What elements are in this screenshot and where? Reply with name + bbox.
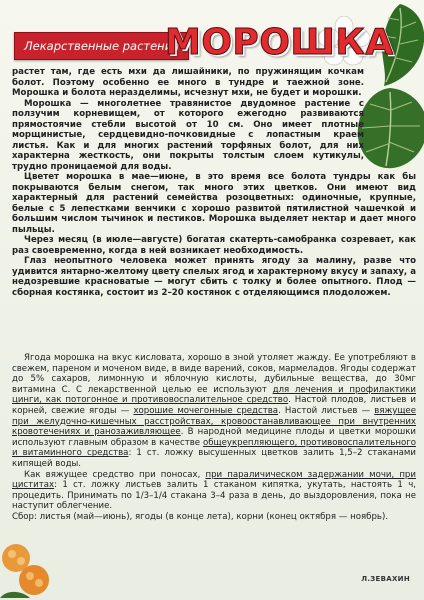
category-label: Лекарственные растения (14, 32, 189, 60)
underlined-text: при параличическом задержании мочи, при циститах (12, 469, 416, 491)
paragraph: растет там, где есть мхи да лишайники, по пружинящим кочкам болот. Поэтому особенно ее много в тундре и таежной зоне. Морошка и болота неразделимы, исчезнут мхи, не будет и морошки. (12, 67, 364, 98)
paragraph (12, 470, 416, 512)
text-run: : 1 ст. ложку листьев залить 1 стаканом кипятка, укутать, настоять 1 ч, процедить. Принимать по 1/3–1/4 стакана 3–4 раза в день, до выздоровления, пока не наступит облегчение. (12, 480, 416, 512)
paragraph: Цветет морошка в мае—июне, в это время все болота тундры как бы покрываются белым снегом, так много этих цветков. Они имеют вид характерный для растений семейства розоцветных: одиночные, крупные, белые с 5 лепестками венчики с хорошо развитой пятилистной чашечкой и большим числом тычинок и пестиков. Морошка выделяет нектар и дает много пыльцы. (12, 172, 416, 235)
paragraph: Через месяц (в июле—августе) богатая скатерть-самобранка созревает, как раз своевременно, когда в ней возникает необходимость. (12, 235, 416, 256)
underlined-text: для лечения и профилактики цинги, как потогонное и противовоспалительное средство (12, 384, 416, 406)
intro-column (12, 67, 364, 172)
underlined-text: общеукрепляющего, противовоспалительного и витаминного средства (12, 437, 416, 459)
article-intro (12, 67, 416, 298)
text-run: . Настой плодов, листьев и корней, свежие ягоды — (12, 395, 416, 416)
underlined-text: хорошие мочегонные средства (133, 405, 279, 416)
article-medicinal-use (12, 353, 416, 523)
text-run: . В народной медицине плоды и цветки морошки используют главным образом в качестве (12, 427, 416, 448)
text-run: Как вяжущее средство при поносах, (24, 469, 206, 480)
cloudberry-berries-icon (0, 532, 58, 600)
text-run: : 1 ст. ложку высушенных цветков залить 1,5–2 стаканами кипящей воды. (12, 448, 416, 469)
text-run: . Настой листьев — (278, 405, 375, 416)
underlined-text: вяжущее при желудочно-кишечных расстройствах, кровоостанавливающее при внутренних кровотечениях и ранозаживляющее (12, 405, 416, 438)
author-signature: Л.ЗЕВАХИН (361, 575, 410, 583)
text-run: мг витамина С. С лекарственной целью ее используют (12, 374, 416, 395)
text-run: Ягода морошка на вкус кисловата, хорошо в зной утоляет жажду. Ее употребляют в свежем, пареном и моченом виде, в виде варений, соков, мармеладов. Ягоды содержат до 5% сахаров, лимонную и яблочную кислоты, дубильные вещества, до 30 (12, 353, 416, 385)
collection-note: Сбор: листья (май—июнь), ягоды (в конце лета), корни (конец октября — ноябрь). (12, 511, 389, 522)
page-title: МОРОШКА (165, 22, 394, 63)
paragraph (12, 353, 416, 470)
paragraph: Глаз неопытного человека может принять ягоду за малину, разве что удивится янтарно-желтому цвету спелых ягод и характерному вкусу и запаху, а недозревшие красноватые — могут сбить с толку и более опытного. Плод — сборная костянка, состоит из 2–20 костянок с отделяющимся плодоложем. (12, 256, 416, 298)
paragraph: Морошка — многолетнее травянистое двудомное растение с ползучим корневищем, от которого ежегодно развиваются прямостоячие стебли высотой от 10 см. Оно имеет плотные морщинистые, сердцевидно-почковидные с лопастным краем листья. Как и для многих растений торфяных болот, для них характерна жесткость, они покрыты толстым слоем кутикулы, трудно проницаемой для воды. (12, 98, 364, 172)
